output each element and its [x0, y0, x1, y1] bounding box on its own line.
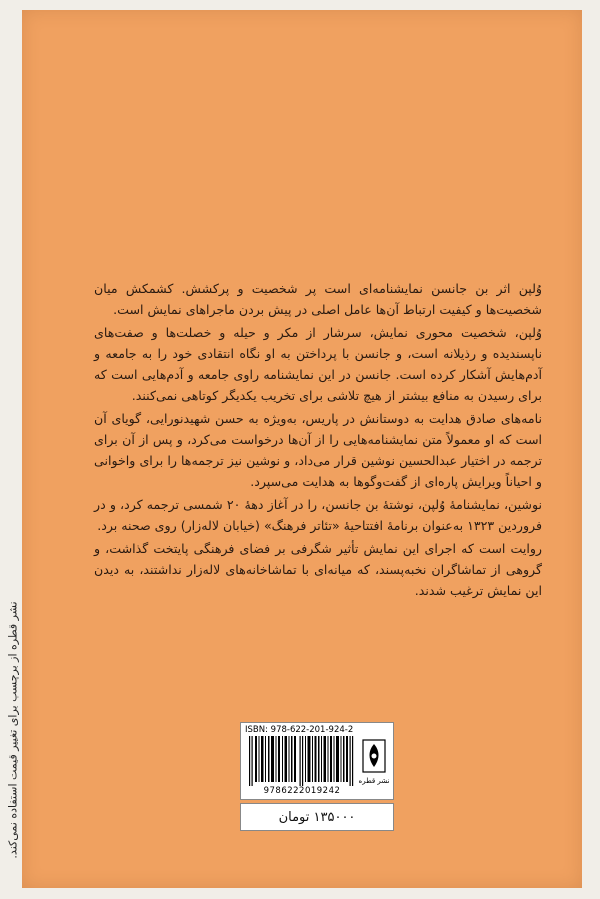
publisher-logo — [360, 739, 388, 791]
publisher-logo-text: نشر قطره — [358, 777, 390, 785]
blurb-paragraph-2: وُلپن، شخصیت محوری نمایش، سرشار از مکر و حیله و خصلت‌ها و صفت‌های ناپسندیده و رذیلانه است، و جانسن با پرداختن به او نگاه انتقادی خود را به جامعه و آدم‌هایش آشکار کرده است. جانسن در این نمایشنامه راوی جامعه و آدم‌هایی است که برای رسیدن به منافع بیشتر از هیچ تلاشی برای تخریب یکدیگر کوتاهی نمی‌کنند. — [94, 325, 542, 403]
side-note — [4, 600, 22, 860]
back-cover — [22, 10, 582, 888]
isbn-text: ISBN: 978-622-201-924-2 — [245, 725, 354, 735]
price-label — [240, 803, 394, 831]
barcode-number: 9786222019242 — [263, 786, 341, 796]
side-note-text: نشر قطره از برچسب برای تغییر قیمت استفاده نمی‌کند. — [6, 601, 20, 859]
publisher-logo-icon — [362, 739, 386, 773]
barcode-bars — [247, 736, 355, 786]
blurb-paragraph-4: نوشین، نمایشنامهٔ وُلپن، نوشتهٔ بن جانسن، را در آغاز دههٔ ۲۰ شمسی ترجمه کرد، و در فروردین ۱۳۲۳ به‌عنوان برنامهٔ افتتاحیهٔ «تئاتر فرهنگ» (خیابان لاله‌زار) روی صحنه برد. — [94, 497, 542, 533]
blurb-paragraph-3: نامه‌های صادق هدایت به دوستانش در پاریس، به‌ویژه به حسن شهیدنورایی، گویای آن است که او معمولاً متن نمایشنامه‌هایی را از آن‌ها درخواست می‌کرد، و پس از آن برای ترجمه در اختیار عبدالحسین نوشین قرار می‌داد، و نوشین نیز ترجمه‌ها را برای واخوانی و احیاناً ویرایش پاره‌ای از گفت‌وگوها به هدایت می‌سپرد. — [94, 411, 542, 489]
blurb-paragraph-1: وُلپن اثر بن جانسن نمایشنامه‌ای است پر شخصیت و پرکشش. کشمکش میان شخصیت‌ها و کیفیت ارتباط آن‌ها عامل اصلی در پیش بردن ماجراهای نمایش است. — [94, 281, 542, 317]
price-text: ۱۳۵۰۰۰ تومان — [278, 809, 356, 825]
blurb-paragraph-5: روایت است که اجرای این نمایش تأثیر شگرفی بر فضای فرهنگی پایتخت گذاشت، و گروهی از تماشاگران نخبه‌پسند، که میانه‌ای با تماشاخانه‌های لاله‌زار نداشتند، به دیدن این نمایش ترغیب شدند. — [94, 541, 542, 598]
blurb-text — [94, 278, 542, 603]
barcode-label — [240, 722, 394, 800]
